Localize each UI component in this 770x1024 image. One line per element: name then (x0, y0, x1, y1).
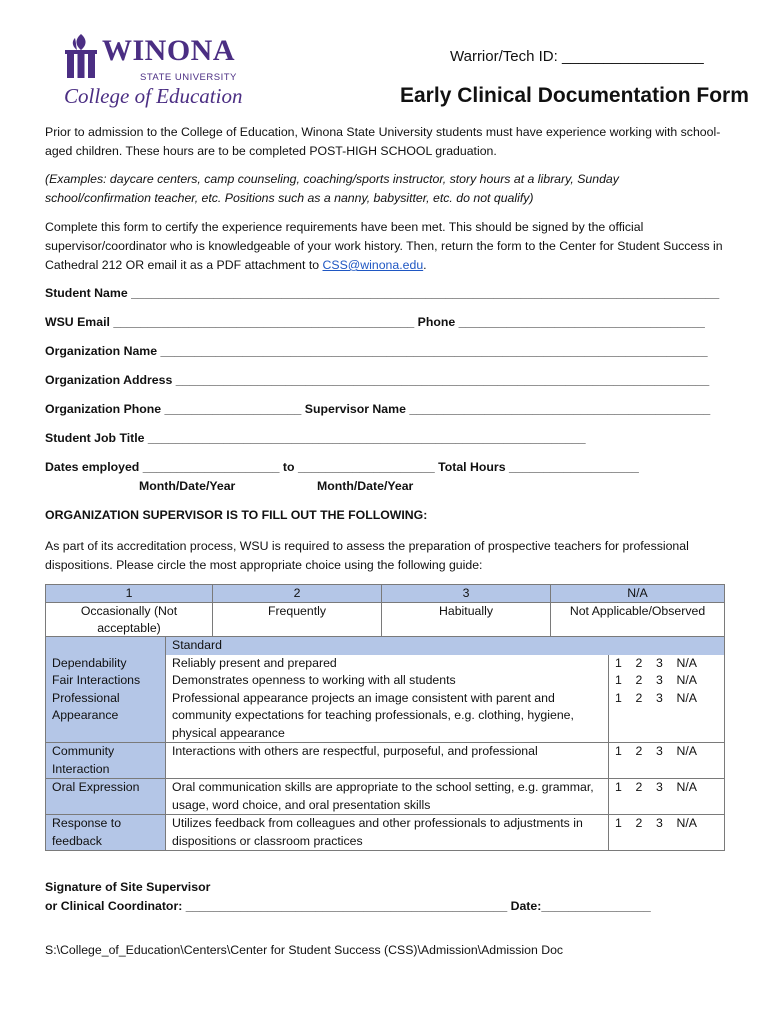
wsu-email-field[interactable]: WSU Email ____________________________________________ (45, 315, 415, 329)
rating-choices[interactable]: 1 2 3 N/A (609, 672, 725, 690)
signature-label: Signature of Site Supervisor (45, 880, 211, 894)
standard-label: Standard (166, 637, 725, 655)
phone-supervisor-row (45, 402, 710, 416)
logo-state-university: STATE UNIVERSITY (140, 72, 237, 83)
instructions-text: Complete this form to certify the experience requirements have been met. This should be signed by the official supervisor/coordinator who is knowledgeable of your work history. Then, return the form to the Center for Student Success in Cathedral 212 OR email it as a PDF attachment to (45, 220, 723, 272)
criteria-desc: Oral communication skills are appropriate to the school setting, e.g. grammar, usage, word choice, and oral presentation skills (166, 779, 609, 815)
organization-name-field[interactable]: Organization Name ________________________________________________________________________________ (45, 344, 708, 358)
rating-choices[interactable]: 1 2 3 N/A (609, 690, 725, 743)
phone-field[interactable]: Phone ____________________________________ (417, 315, 705, 329)
criteria-desc: Interactions with others are respectful, purposeful, and professional (166, 743, 609, 779)
rating-choices[interactable]: 1 2 3 N/A (609, 815, 725, 851)
instructions-paragraph (45, 218, 725, 275)
form-title: Early Clinical Documentation Form (400, 84, 749, 107)
student-job-title-field[interactable]: Student Job Title ________________________________________________________________ (45, 431, 586, 445)
scale-number-row (46, 585, 725, 603)
rating-choices[interactable]: 1 2 3 N/A (609, 743, 725, 779)
dates-employed-field[interactable]: Dates employed ____________________ to ____________________ Total Hours ___________________ (45, 460, 639, 474)
scale-number-2: 2 (213, 585, 382, 603)
date-hint-start: Month/Date/Year (139, 479, 236, 493)
organization-address-field[interactable]: Organization Address ______________________________________________________________________________ (45, 373, 710, 387)
criteria-row-oral-expression (46, 779, 725, 815)
criteria-desc: Demonstrates openness to working with all students (172, 673, 456, 687)
supervisor-instructions: As part of its accreditation process, WSU is required to assess the preparation of prospective teachers for professional dispositions. Please circle the most appropriate choice using the following guide: (45, 539, 689, 572)
footer-file-path: S:\College_of_Education\Centers\Center for Student Success (CSS)\Admission\Admission Doc (45, 943, 564, 957)
criteria-row-community-interaction (46, 743, 725, 779)
rating-scale-table (45, 584, 725, 638)
rating-choices[interactable]: 1 2 3 N/A (609, 655, 725, 673)
scale-number-na: N/A (551, 585, 725, 603)
examples-paragraph: (Examples: daycare centers, camp counseling, coaching/sports instructor, story hours at a library, Sunday school/confirmation teacher, etc. Positions such as a nanny, babysitter, etc. do not qualify) (45, 172, 619, 205)
date-hint-end: Month/Date/Year (317, 479, 414, 493)
torch-icon (64, 32, 98, 82)
criteria-label: Response to feedback (46, 815, 166, 851)
warrior-id-field[interactable]: Warrior/Tech ID: _________________ (450, 48, 704, 65)
criteria-desc: Utilizes feedback from colleagues and other professionals to adjustments in dispositions or classroom practices (166, 815, 609, 851)
supervisor-name-field[interactable]: Supervisor Name ____________________________________________ (304, 402, 711, 416)
dispositions-table (45, 636, 725, 851)
criteria-row-professional-appearance (46, 690, 725, 743)
criteria-label: Dependability (46, 655, 166, 673)
criteria-row-dependability (46, 655, 725, 673)
email-phone-row (45, 315, 705, 329)
logo-winona: WINONA (102, 34, 236, 67)
scale-label-1: Occasionally (Not acceptable) (46, 603, 213, 638)
scale-label-3: Habitually (382, 603, 551, 638)
scale-label-na: Not Applicable/Observed (551, 603, 725, 638)
organization-phone-field[interactable]: Organization Phone ____________________ (45, 402, 302, 416)
criteria-label: Fair Interactions (46, 672, 166, 690)
winona-logo (64, 30, 244, 108)
criteria-label: Community Interaction (46, 743, 166, 779)
supervisor-heading: ORGANIZATION SUPERVISOR IS TO FILL OUT THE FOLLOWING: (45, 508, 428, 522)
criteria-desc: Reliably present and prepared (172, 655, 337, 670)
scale-label-2: Frequently (213, 603, 382, 638)
logo-college: College of Education (64, 84, 243, 108)
scale-number-3: 3 (382, 585, 551, 603)
criteria-row-response-to-feedback (46, 815, 725, 851)
instructions-end: . (423, 258, 427, 272)
scale-label-row (46, 603, 725, 638)
standard-corner (46, 637, 166, 655)
scale-number-1: 1 (46, 585, 213, 603)
criteria-desc: Professional appearance projects an image consistent with parent and community expectations for teaching professionals, e.g. clothing, hygiene, physical appearance (172, 690, 574, 740)
criteria-row-fair-interactions (46, 672, 725, 690)
student-name-field[interactable]: Student Name ______________________________________________________________________________________ (45, 286, 720, 300)
criteria-label: Oral Expression (46, 779, 166, 815)
standard-header-row (46, 637, 725, 655)
signature-date-field[interactable]: or Clinical Coordinator: _______________________________________________ Date:________________ (45, 899, 651, 913)
criteria-label: Professional Appearance (46, 690, 166, 743)
rating-choices[interactable]: 1 2 3 N/A (609, 779, 725, 815)
css-email-link[interactable]: CSS@winona.edu (322, 258, 424, 272)
intro-paragraph: Prior to admission to the College of Education, Winona State University students must have experience working with school-aged children. These hours are to be completed POST-HIGH SCHOOL graduation. (45, 125, 721, 158)
